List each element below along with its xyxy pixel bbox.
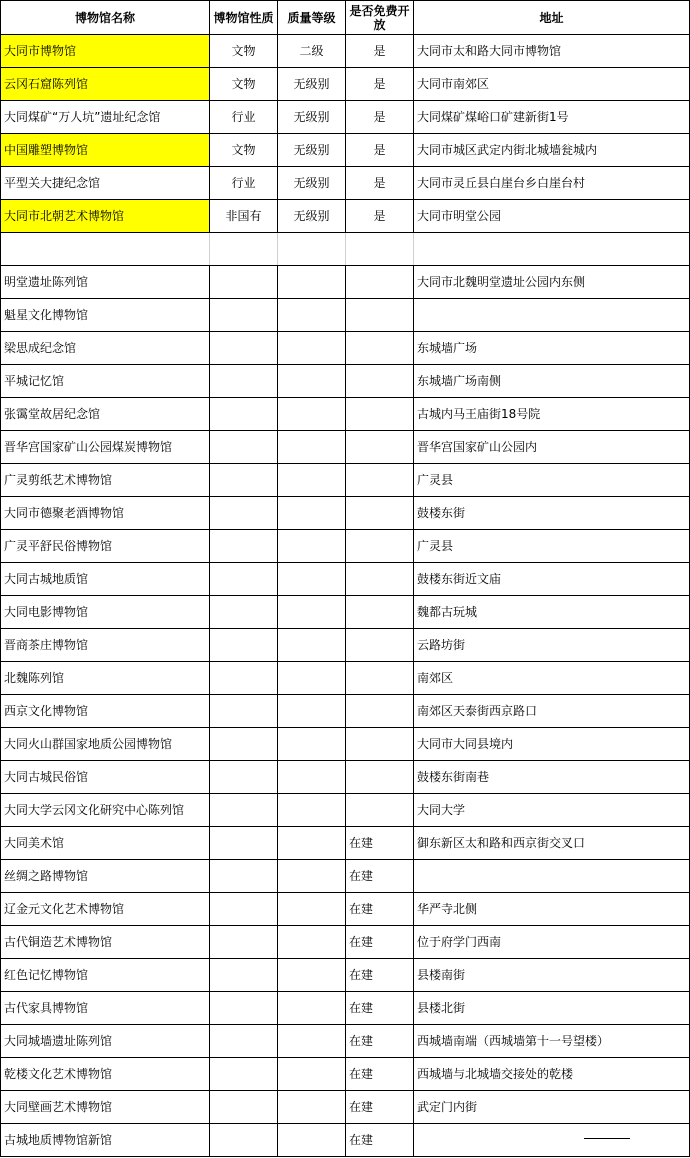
museum-name-cell: 中国雕塑博物馆 [1,134,210,167]
museum-nature-cell [210,299,278,332]
status-cell: 在建 [346,992,414,1025]
table-row [1,167,690,200]
status-cell: 在建 [346,1058,414,1091]
quality-grade-cell [278,761,346,794]
address-cell: 东城墙广场南侧 [414,365,690,398]
museum-name-cell: 广灵平舒民俗博物馆 [1,530,210,563]
museum-nature-cell: 行业 [210,101,278,134]
museum-name-cell: 大同大学云冈文化研究中心陈列馆 [1,794,210,827]
museum-nature-cell [210,497,278,530]
quality-grade-cell [278,992,346,1025]
museum-name-cell: 张霭堂故居纪念馆 [1,398,210,431]
museum-nature-cell [210,464,278,497]
address-cell: 县楼南街 [414,959,690,992]
address-cell: 大同市太和路大同市博物馆 [414,35,690,68]
museum-nature-cell [210,1124,278,1157]
table-row [1,530,690,563]
address-cell: 西城墙与北城墙交接处的乾楼 [414,1058,690,1091]
status-cell [346,398,414,431]
museum-nature-cell [210,629,278,662]
museum-nature-cell [210,596,278,629]
museum-name-cell: 明堂遗址陈列馆 [1,266,210,299]
address-cell: 御东新区太和路和西京街交叉口 [414,827,690,860]
header-nature: 博物馆性质 [210,1,278,35]
table-row [1,629,690,662]
address-cell [414,299,690,332]
status-cell: 在建 [346,860,414,893]
address-cell: 大同市南郊区 [414,68,690,101]
table-row [1,596,690,629]
quality-grade-cell: 无级别 [278,68,346,101]
museum-nature-cell: 文物 [210,68,278,101]
table-row [1,695,690,728]
table-row [1,728,690,761]
address-cell [414,860,690,893]
table-row [1,464,690,497]
table-row [1,893,690,926]
museum-name-cell: 红色记忆博物馆 [1,959,210,992]
status-cell: 在建 [346,1124,414,1157]
status-cell [346,761,414,794]
table-row [1,1025,690,1058]
status-cell: 在建 [346,1025,414,1058]
status-cell: 在建 [346,827,414,860]
museum-name-cell: 大同煤矿“万人坑”遗址纪念馆 [1,101,210,134]
address-cell: 位于府学门西南 [414,926,690,959]
museum-nature-cell [210,695,278,728]
quality-grade-cell [278,431,346,464]
address-cell: 大同市大同县境内 [414,728,690,761]
table-row [1,35,690,68]
status-cell [346,563,414,596]
museum-nature-cell [210,959,278,992]
museum-nature-cell [210,926,278,959]
quality-grade-cell [278,860,346,893]
address-cell: 广灵县 [414,530,690,563]
table-row [1,365,690,398]
museum-name-cell: 平城记忆馆 [1,365,210,398]
quality-grade-cell [278,596,346,629]
header-grade: 质量等级 [278,1,346,35]
address-cell: 大同市城区武定内街北城墙瓮城内 [414,134,690,167]
museum-nature-cell [210,893,278,926]
address-cell: 大同大学 [414,794,690,827]
status-cell [346,464,414,497]
free-open-cell: 是 [346,134,414,167]
status-cell [346,299,414,332]
table-row [1,827,690,860]
address-cell: 鼓楼东街近文庙 [414,563,690,596]
address-cell: 大同市灵丘县白崖台乡白崖台村 [414,167,690,200]
address-cell: 广灵县 [414,464,690,497]
address-cell: 鼓楼东街 [414,497,690,530]
table-row [1,992,690,1025]
address-cell: 云路坊街 [414,629,690,662]
table-row [1,101,690,134]
museum-name-cell: 梁思成纪念馆 [1,332,210,365]
table-row [1,1124,690,1157]
table-row [1,1058,690,1091]
table-row [1,299,690,332]
quality-grade-cell [278,497,346,530]
quality-grade-cell [278,266,346,299]
museum-nature-cell [210,761,278,794]
museum-nature-cell [210,662,278,695]
status-cell: 在建 [346,893,414,926]
museum-name-cell: 大同电影博物馆 [1,596,210,629]
table-row [1,398,690,431]
quality-grade-cell [278,398,346,431]
status-cell: 在建 [346,1091,414,1124]
museum-nature-cell [210,827,278,860]
museum-name-cell: 古代铜造艺术博物馆 [1,926,210,959]
address-cell: 武定门内街 [414,1091,690,1124]
table-row [1,266,690,299]
underline-mark [584,1138,630,1139]
quality-grade-cell: 无级别 [278,200,346,233]
header-address: 地址 [414,1,690,35]
quality-grade-cell: 无级别 [278,134,346,167]
table-row [1,926,690,959]
quality-grade-cell [278,695,346,728]
museum-nature-cell [210,365,278,398]
quality-grade-cell [278,1025,346,1058]
quality-grade-cell [278,926,346,959]
status-cell [346,266,414,299]
address-cell: 南郊区天泰街西京路口 [414,695,690,728]
museum-name-cell: 大同市德聚老酒博物馆 [1,497,210,530]
address-cell: 大同煤矿煤峪口矿建新街1号 [414,101,690,134]
header-name: 博物馆名称 [1,1,210,35]
empty-cell [1,233,210,266]
quality-grade-cell [278,563,346,596]
museum-nature-cell [210,398,278,431]
quality-grade-cell [278,464,346,497]
table-row [1,794,690,827]
address-cell: 大同市北魏明堂遗址公园内东侧 [414,266,690,299]
museum-nature-cell: 行业 [210,167,278,200]
table-row [1,332,690,365]
museum-name-cell: 大同古城民俗馆 [1,761,210,794]
table-row [1,431,690,464]
quality-grade-cell [278,827,346,860]
table-row [1,860,690,893]
museum-nature-cell: 文物 [210,35,278,68]
empty-cell [346,233,414,266]
free-open-cell: 是 [346,35,414,68]
status-cell [346,695,414,728]
status-cell [346,332,414,365]
museum-name-cell: 古代家具博物馆 [1,992,210,1025]
museum-nature-cell [210,860,278,893]
museum-name-cell: 晋华宫国家矿山公园煤炭博物馆 [1,431,210,464]
status-cell [346,431,414,464]
address-cell: 古城内马王庙街18号院 [414,398,690,431]
address-cell [414,1124,690,1157]
table-row [1,662,690,695]
quality-grade-cell: 无级别 [278,101,346,134]
museum-name-cell: 平型关大捷纪念馆 [1,167,210,200]
quality-grade-cell [278,728,346,761]
status-cell [346,794,414,827]
museum-name-cell: 古城地质博物馆新馆 [1,1124,210,1157]
museum-name-cell: 大同美术馆 [1,827,210,860]
status-cell [346,629,414,662]
museum-name-cell: 大同城墙遗址陈列馆 [1,1025,210,1058]
quality-grade-cell [278,629,346,662]
quality-grade-cell [278,332,346,365]
table-row [1,959,690,992]
museum-nature-cell [210,266,278,299]
quality-grade-cell [278,662,346,695]
quality-grade-cell [278,299,346,332]
museum-name-cell: 大同壁画艺术博物馆 [1,1091,210,1124]
quality-grade-cell [278,893,346,926]
table-row [1,761,690,794]
status-cell: 在建 [346,959,414,992]
separator-row [1,233,690,266]
museum-name-cell: 乾楼文化艺术博物馆 [1,1058,210,1091]
empty-cell [278,233,346,266]
museum-name-cell: 广灵剪纸艺术博物馆 [1,464,210,497]
table-row [1,563,690,596]
museum-name-cell: 西京文化博物馆 [1,695,210,728]
quality-grade-cell [278,1124,346,1157]
address-cell: 大同市明堂公园 [414,200,690,233]
museum-nature-cell [210,1025,278,1058]
address-cell: 华严寺北侧 [414,893,690,926]
address-cell: 县楼北街 [414,992,690,1025]
museum-name-cell: 北魏陈列馆 [1,662,210,695]
address-cell: 鼓楼东街南巷 [414,761,690,794]
museum-name-cell: 丝绸之路博物馆 [1,860,210,893]
free-open-cell: 是 [346,101,414,134]
address-cell: 西城墙南端（西城墙第十一号望楼） [414,1025,690,1058]
museum-name-cell: 大同市博物馆 [1,35,210,68]
quality-grade-cell [278,530,346,563]
quality-grade-cell: 无级别 [278,167,346,200]
quality-grade-cell: 二级 [278,35,346,68]
address-cell: 东城墙广场 [414,332,690,365]
status-cell [346,596,414,629]
status-cell [346,530,414,563]
address-cell: 南郊区 [414,662,690,695]
status-cell: 在建 [346,926,414,959]
status-cell [346,497,414,530]
museum-nature-cell [210,563,278,596]
table-row [1,1091,690,1124]
table-row [1,68,690,101]
quality-grade-cell [278,794,346,827]
museum-nature-cell [210,728,278,761]
museum-name-cell: 魁星文化博物馆 [1,299,210,332]
free-open-cell: 是 [346,68,414,101]
museum-name-cell: 大同古城地质馆 [1,563,210,596]
museum-nature-cell: 文物 [210,134,278,167]
quality-grade-cell [278,365,346,398]
address-cell: 魏都古玩城 [414,596,690,629]
empty-cell [210,233,278,266]
address-cell: 晋华宫国家矿山公园内 [414,431,690,464]
museum-nature-cell [210,1058,278,1091]
status-cell [346,365,414,398]
quality-grade-cell [278,959,346,992]
museum-nature-cell [210,992,278,1025]
museum-name-cell: 大同市北朝艺术博物馆 [1,200,210,233]
table-row [1,497,690,530]
free-open-cell: 是 [346,167,414,200]
museum-nature-cell [210,530,278,563]
status-cell [346,662,414,695]
table-header-row [1,1,690,35]
museum-name-cell: 大同火山群国家地质公园博物馆 [1,728,210,761]
quality-grade-cell [278,1091,346,1124]
museum-nature-cell: 非国有 [210,200,278,233]
empty-cell [414,233,690,266]
museum-nature-cell [210,332,278,365]
museum-name-cell: 晋商茶庄博物馆 [1,629,210,662]
quality-grade-cell [278,1058,346,1091]
header-free: 是否免费开放 [346,1,414,35]
free-open-cell: 是 [346,200,414,233]
table-body [1,35,690,1157]
museum-name-cell: 云冈石窟陈列馆 [1,68,210,101]
table-row [1,134,690,167]
museum-nature-cell [210,1091,278,1124]
museum-nature-cell [210,431,278,464]
museum-nature-cell [210,794,278,827]
museum-name-cell: 辽金元文化艺术博物馆 [1,893,210,926]
table-row [1,200,690,233]
status-cell [346,728,414,761]
